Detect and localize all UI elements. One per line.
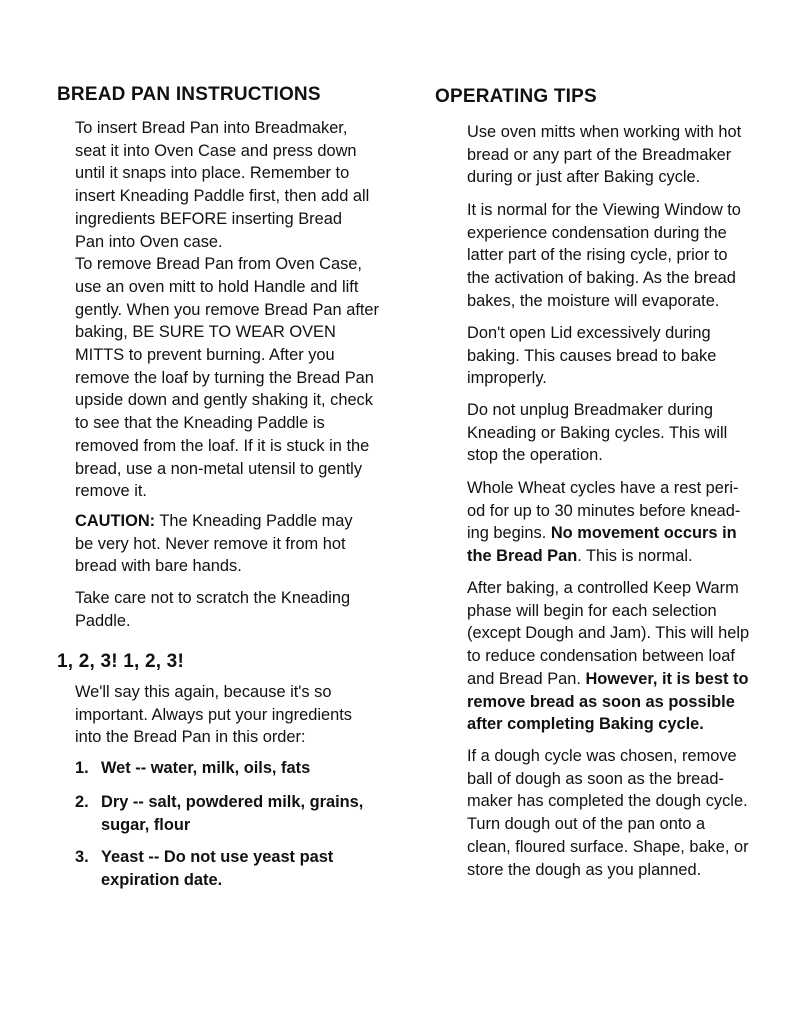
text-line: removed from the loaf. If it is stuck in the: [75, 436, 370, 455]
text-line: Paddle.: [75, 611, 131, 630]
text-line: Turn dough out of the pan onto a: [467, 815, 706, 834]
text-segment: and Bread Pan.: [467, 669, 586, 688]
bold-text: the Bread Pan: [467, 547, 578, 566]
section-heading-bread-pan-instructions: BREAD PAN INSTRUCTIONS: [57, 84, 321, 105]
text-line: stop the operation.: [467, 446, 603, 465]
text-line: be very hot. Never remove it from hot: [75, 534, 346, 553]
paragraph: [467, 745, 749, 881]
text-line: baking. This causes bread to bake: [467, 346, 717, 365]
text-line: during or just after Baking cycle.: [467, 168, 701, 187]
text-line: ball of dough as soon as the bread-: [467, 769, 724, 788]
paragraph: [467, 477, 740, 568]
list-number: 3.: [75, 848, 89, 866]
text-line: Do not unplug Breadmaker during: [467, 401, 714, 419]
text-line: improperly.: [467, 369, 547, 388]
text-line: maker has completed the dough cycle.: [467, 792, 748, 811]
text-segment: The Kneading Paddle may: [155, 512, 353, 530]
text-segment: ing begins.: [467, 524, 551, 543]
text-line: gently. When you remove Bread Pan after: [75, 300, 379, 319]
text-line: until it snaps into place. Remember to: [75, 164, 350, 183]
text-line: upside down and gently shaking it, check: [75, 391, 373, 410]
bold-text: However, it is best to: [585, 669, 749, 688]
list-item: [75, 846, 333, 891]
text-line: expiration date.: [101, 870, 223, 889]
text-line: store the dough as you planned.: [467, 860, 702, 879]
list-number: 1.: [75, 759, 89, 777]
text-line: Take care not to scratch the Kneading: [75, 589, 351, 607]
text-line: If a dough cycle was chosen, remove: [467, 747, 737, 765]
text-line: MITTS to prevent burning. After you: [75, 346, 335, 365]
section-heading-1-2-3: 1, 2, 3! 1, 2, 3!: [57, 651, 184, 672]
text-line: We'll say this again, because it's so: [75, 683, 332, 701]
text-line: Use oven mitts when working with hot: [467, 123, 742, 141]
paragraph: [467, 121, 741, 189]
paragraph: [467, 199, 741, 313]
text-line: insert Kneading Paddle first, then add all: [75, 187, 370, 206]
paragraph: [75, 587, 350, 632]
text-line: [467, 691, 749, 714]
paragraph: [467, 577, 749, 736]
text-line: bread, use a non-metal utensil to gently: [75, 459, 363, 478]
text-line: od for up to 30 minutes before knead-: [467, 501, 741, 520]
text-line: sugar, flour: [101, 815, 191, 834]
text-line: To remove Bread Pan from Oven Case,: [75, 255, 362, 274]
list-number: 2.: [75, 793, 89, 811]
text-line: bakes, the moisture will evaporate.: [467, 291, 720, 310]
section-heading-operating-tips: OPERATING TIPS: [435, 86, 597, 107]
text-line: phase will begin for each selection: [467, 601, 717, 620]
text-segment: . This is normal.: [577, 547, 693, 566]
paragraph: [75, 510, 353, 578]
text-line: into the Bread Pan in this order:: [75, 728, 306, 747]
text-line: [467, 545, 740, 568]
text-line: It is normal for the Viewing Window to: [467, 201, 741, 219]
text-line: Wet -- water, milk, oils, fats: [101, 759, 311, 777]
intro-paragraph: [75, 681, 352, 749]
bold-text: after completing Baking cycle.: [467, 715, 704, 734]
text-line: [467, 522, 740, 545]
text-line: [75, 510, 353, 533]
text-line: bread or any part of the Breadmaker: [467, 145, 732, 164]
text-line: Yeast -- Do not use yeast past: [101, 848, 334, 866]
text-line: important. Always put your ingredients: [75, 705, 352, 724]
bold-text: remove bread as soon as possible: [467, 692, 735, 711]
paragraph: [467, 399, 727, 467]
list-item: [75, 757, 310, 780]
text-line: clean, floured surface. Shape, bake, or: [467, 837, 749, 856]
text-line: To insert Bread Pan into Breadmaker,: [75, 119, 348, 137]
text-line: ingredients BEFORE inserting Bread: [75, 209, 342, 228]
text-line: latter part of the rising cycle, prior to: [467, 246, 728, 265]
text-line: [467, 668, 749, 691]
text-line: Don't open Lid excessively during: [467, 324, 711, 342]
text-line: experience condensation during the: [467, 223, 727, 242]
bold-text: No movement occurs in: [550, 524, 737, 543]
text-line: Pan into Oven case.: [75, 232, 223, 251]
text-line: [467, 713, 749, 736]
text-line: bread with bare hands.: [75, 557, 242, 576]
text-line: to see that the Kneading Paddle is: [75, 414, 325, 433]
bold-text: CAUTION:: [75, 512, 156, 530]
text-line: baking, BE SURE TO WEAR OVEN: [75, 323, 336, 342]
text-line: to reduce condensation between loaf: [467, 647, 735, 666]
paragraph: [75, 117, 379, 503]
text-line: Dry -- salt, powdered milk, grains,: [101, 793, 364, 811]
paragraph: [467, 322, 716, 390]
text-line: use an oven mitt to hold Handle and lift: [75, 277, 359, 296]
text-line: remove the loaf by turning the Bread Pan: [75, 368, 374, 387]
text-line: seat it into Oven Case and press down: [75, 141, 357, 160]
text-line: Whole Wheat cycles have a rest peri-: [467, 479, 739, 497]
text-line: the activation of baking. As the bread: [467, 269, 736, 288]
text-line: After baking, a controlled Keep Warm: [467, 579, 739, 597]
list-item: [75, 791, 363, 836]
text-line: (except Dough and Jam). This will help: [467, 624, 750, 643]
text-line: remove it.: [75, 482, 147, 501]
text-line: Kneading or Baking cycles. This will: [467, 423, 728, 442]
